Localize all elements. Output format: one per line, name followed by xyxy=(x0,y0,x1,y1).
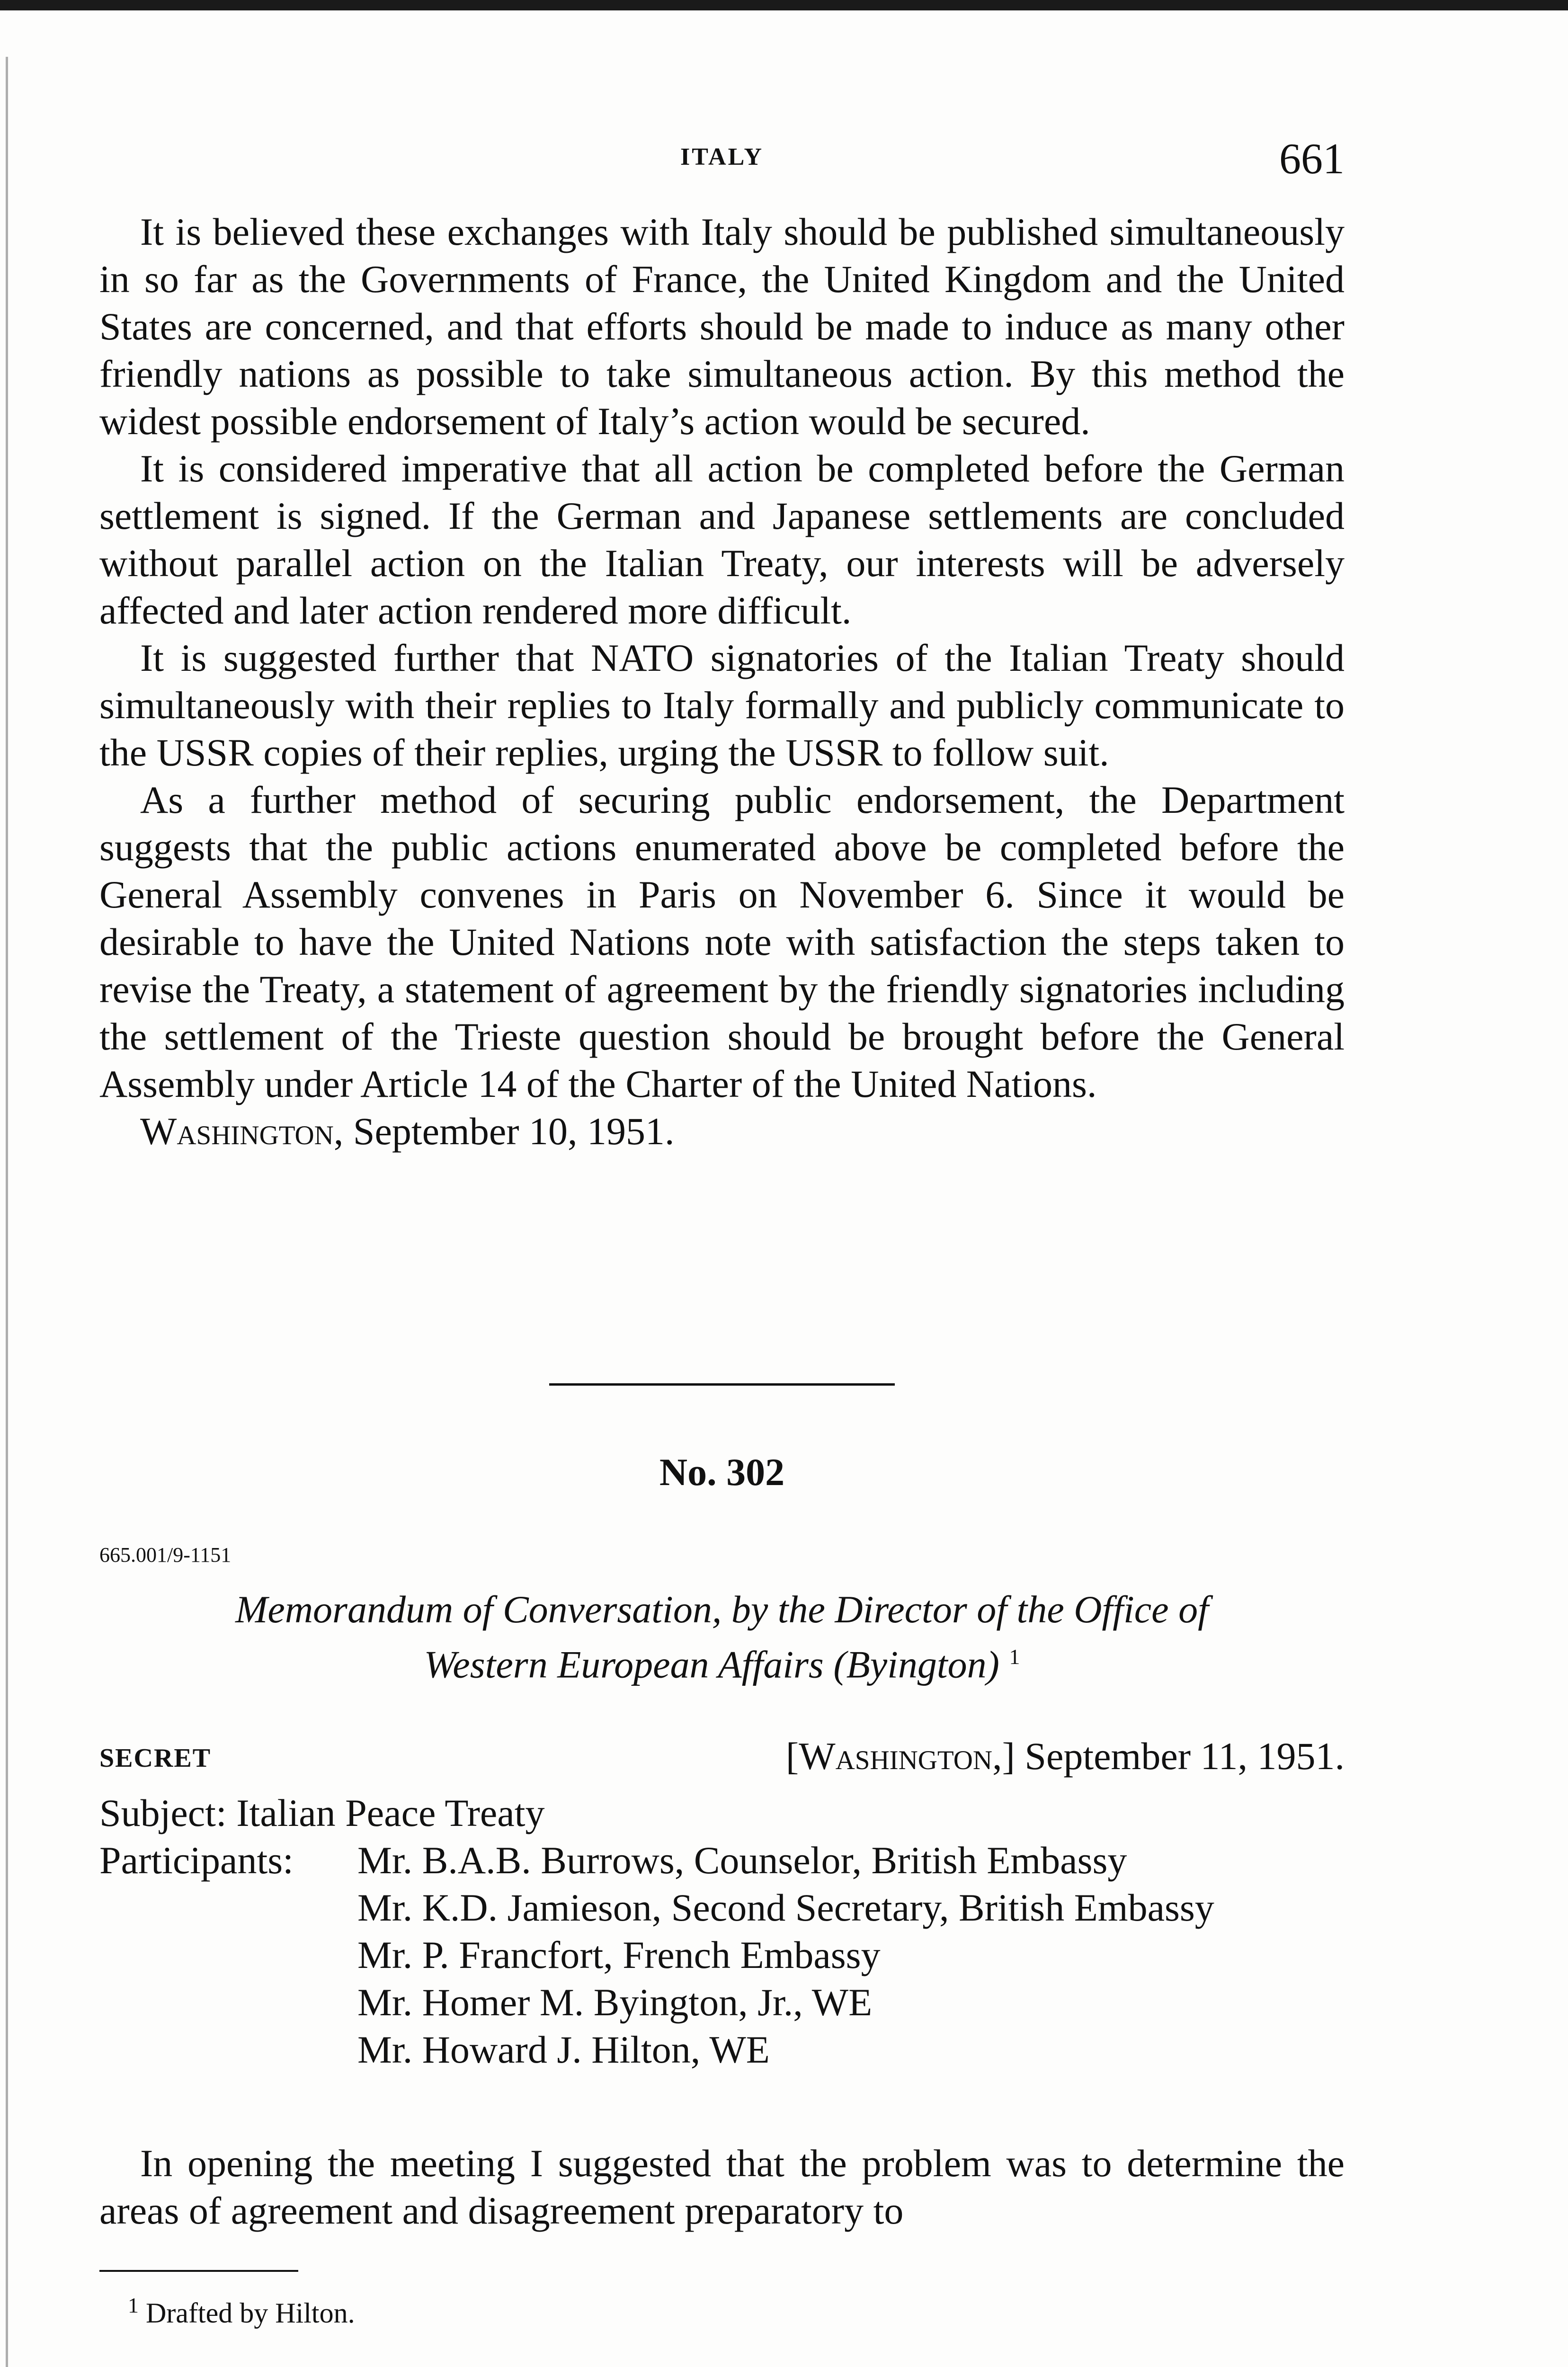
body-paragraph: It is suggested further that NATO signatories of the Italian Treaty should simultaneously with their replies to Italy formally and publicly communicate to the USSR copies of their replies, urging the USSR to follow suit. xyxy=(99,636,1345,774)
memo-title-line xyxy=(142,1633,1302,1688)
participants-list xyxy=(357,1837,1352,2073)
participant: Mr. K.D. Jamieson, Second Secretary, British Embassy xyxy=(357,1886,1214,1929)
memo-title-line: Memorandum of Conversation, by the Director of the Office of xyxy=(235,1588,1209,1631)
subject-line: Subject: Italian Peace Treaty xyxy=(99,1791,545,1834)
document-number: No. 302 xyxy=(659,1450,785,1494)
page-number: 661 xyxy=(1279,134,1345,183)
memo-title-line-2: Western European Affairs (Byington) xyxy=(424,1643,999,1686)
classification-label: SECRET xyxy=(99,1744,212,1773)
left-page-edge xyxy=(6,57,8,2367)
top-border xyxy=(0,0,1568,10)
memo-place-date xyxy=(786,1733,1345,1780)
running-head xyxy=(99,133,1345,185)
participant: Mr. Homer M. Byington, Jr., WE xyxy=(357,1981,873,2024)
dateline xyxy=(99,1108,1345,1155)
footnote-mark: 1 xyxy=(128,2293,139,2317)
classification-line xyxy=(99,1733,1345,1780)
participant: Mr. P. Francfort, French Embassy xyxy=(357,1933,881,1976)
running-title: ITALY xyxy=(680,143,764,170)
participants-label: Participants: xyxy=(99,1839,294,1882)
file-number: 665.001/9-1151 xyxy=(99,1543,232,1566)
body-paragraph: As a further method of securing public endorsement, the Department suggests that the public actions enumerated above be completed before the General Assembly convenes in Paris on November 6. Since it would be desirable to have the United Nations note with satisfaction the steps taken to revise the Treaty, a statement of agreement by the friendly signatories including the settlement of the Trieste question should be brought before the General Assembly under Article 14 of the Charter of the United Nations. xyxy=(99,778,1345,1105)
body-text xyxy=(99,208,1345,1155)
footnote-reference: 1 xyxy=(1009,1645,1020,1669)
place-bracket: [ xyxy=(785,1735,799,1778)
dateline-place: Washington xyxy=(140,1110,334,1153)
body-paragraph: It is considered imperative that all action be completed before the German settlement is signed. If the German and Japanese settlements are concluded without parallel action on the Italian Treaty, our interests will be adversely affected and later action rendered more difficult. xyxy=(99,447,1345,632)
footnote xyxy=(128,2287,355,2332)
memo-date: ,] September 11, 1951. xyxy=(992,1735,1345,1778)
footnote-text: Drafted by Hilton. xyxy=(139,2297,355,2329)
participant: Mr. Howard J. Hilton, WE xyxy=(357,2028,770,2071)
memo-title xyxy=(142,1586,1302,1688)
memo-place: Washington xyxy=(799,1735,993,1778)
footnote-rule xyxy=(99,2270,298,2272)
dateline-date: , September 10, 1951. xyxy=(333,1110,675,1153)
memo-body xyxy=(99,2140,1345,2234)
section-separator xyxy=(549,1383,895,1386)
body-paragraph: It is believed these exchanges with Italy should be published simultaneously in so far as the Governments of France, the United Kingdom and the United States are concerned, and that efforts should be made to induce as many other friendly nations as possible to take simultaneous action. By this method the widest possible endorsement of Italy’s action would be secured. xyxy=(99,210,1345,443)
participant: Mr. B.A.B. Burrows, Counselor, British Embassy xyxy=(357,1839,1127,1882)
body-paragraph: In opening the meeting I suggested that the problem was to determine the areas of agreement and disagreement preparatory to xyxy=(99,2142,1345,2232)
